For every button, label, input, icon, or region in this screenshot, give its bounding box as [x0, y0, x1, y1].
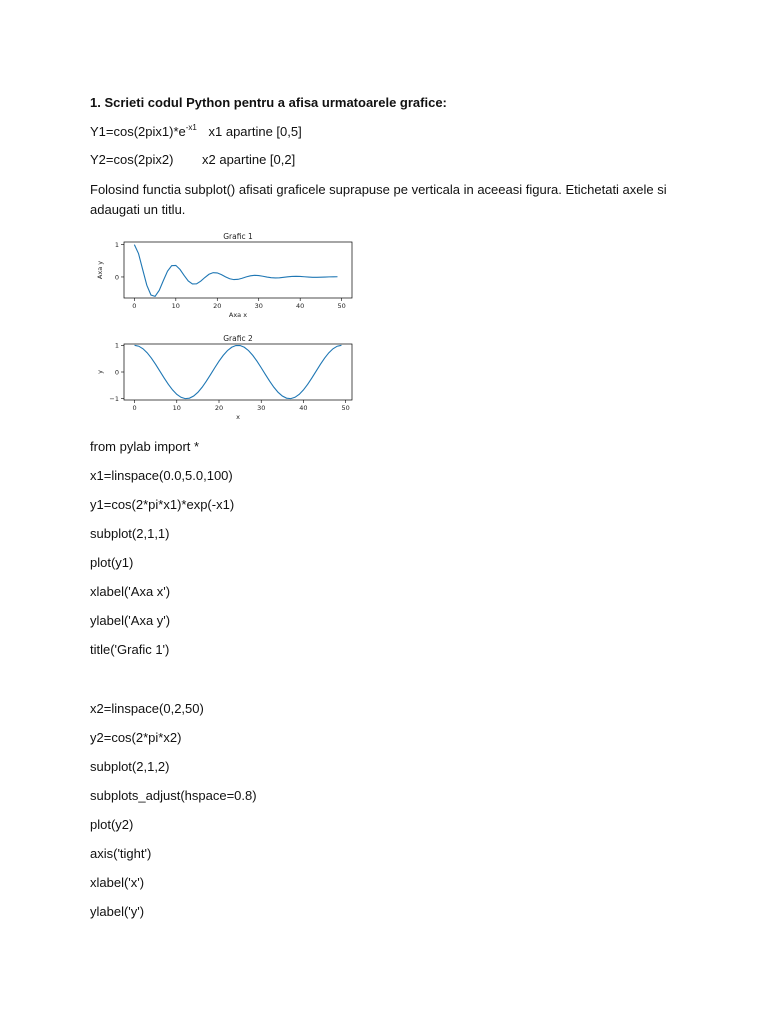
- x-tick-label: 10: [172, 404, 181, 412]
- y2-definition: [90, 151, 295, 169]
- x-tick-label: 50: [337, 302, 346, 310]
- y-tick-label: 1: [114, 240, 119, 249]
- code-line: from pylab import *: [90, 439, 200, 454]
- code-line: plot(y2): [90, 817, 134, 832]
- code-line: y1=cos(2*pi*x1)*exp(-x1): [90, 497, 235, 512]
- y-tick-label: 1: [114, 341, 119, 350]
- y-tick-label: 0: [114, 273, 119, 282]
- y1-domain: x1 apartine [0,5]: [208, 124, 302, 139]
- figure-grafic-1: [96, 228, 358, 324]
- y-axis-label: Axa y: [96, 260, 104, 280]
- code-line: xlabel('x'): [90, 875, 145, 890]
- x-tick-label: 30: [254, 302, 263, 310]
- code-line: title('Grafic 1'): [90, 642, 170, 657]
- x-tick-label: 50: [341, 404, 350, 412]
- y-tick-label: −1: [109, 394, 119, 403]
- code-line: axis('tight'): [90, 846, 152, 861]
- chart-title: Grafic 2: [223, 334, 253, 343]
- code-line: y2=cos(2*pi*x2): [90, 730, 182, 745]
- code-line: xlabel('Axa x'): [90, 584, 171, 599]
- x-tick-label: 30: [257, 404, 266, 412]
- code-line: ylabel('Axa y'): [90, 613, 171, 628]
- x-tick-label: 0: [132, 302, 137, 310]
- figure-grafic-2: [96, 330, 358, 426]
- plot-frame: [124, 344, 352, 400]
- code-line: subplot(2,1,1): [90, 526, 170, 541]
- code-line: subplot(2,1,2): [90, 759, 170, 774]
- x-axis-label: x: [236, 413, 240, 421]
- chart-grafic-2: [96, 330, 358, 426]
- code-line: ylabel('y'): [90, 904, 145, 919]
- x-axis-label: Axa x: [228, 311, 248, 319]
- x-tick-label: 10: [171, 302, 180, 310]
- y-tick-label: 0: [114, 368, 119, 377]
- y1-formula: Y1=cos(2pix1)*e: [90, 124, 186, 139]
- x-tick-label: 40: [296, 302, 305, 310]
- code-line: plot(y1): [90, 555, 134, 570]
- code-line: x1=linspace(0.0,5.0,100): [90, 468, 233, 483]
- chart-title: Grafic 1: [223, 232, 253, 241]
- x-tick-label: 20: [213, 302, 222, 310]
- y2-domain: x2 apartine [0,2]: [202, 152, 296, 167]
- code-line: x2=linspace(0,2,50): [90, 701, 204, 716]
- y1-definition: [90, 123, 302, 141]
- y1-exponent: -x1: [185, 123, 197, 132]
- y-axis-label: y: [96, 370, 104, 374]
- instruction-paragraph: Folosind functia subplot() afisati graficele suprapuse pe verticala in aceeasi figura. Etichetati axele si adaugati un titlu.: [90, 182, 667, 217]
- series-line: [134, 245, 337, 297]
- task-heading: 1. Scrieti codul Python pentru a afisa urmatoarele grafice:: [90, 95, 447, 110]
- series-line: [135, 345, 342, 398]
- plot-frame: [124, 242, 352, 298]
- y2-formula: Y2=cos(2pix2): [90, 152, 174, 167]
- x-tick-label: 40: [299, 404, 308, 412]
- x-tick-label: 20: [214, 404, 224, 412]
- x-tick-label: 0: [132, 404, 137, 412]
- code-line: subplots_adjust(hspace=0.8): [90, 788, 257, 803]
- chart-grafic-1: [96, 228, 358, 324]
